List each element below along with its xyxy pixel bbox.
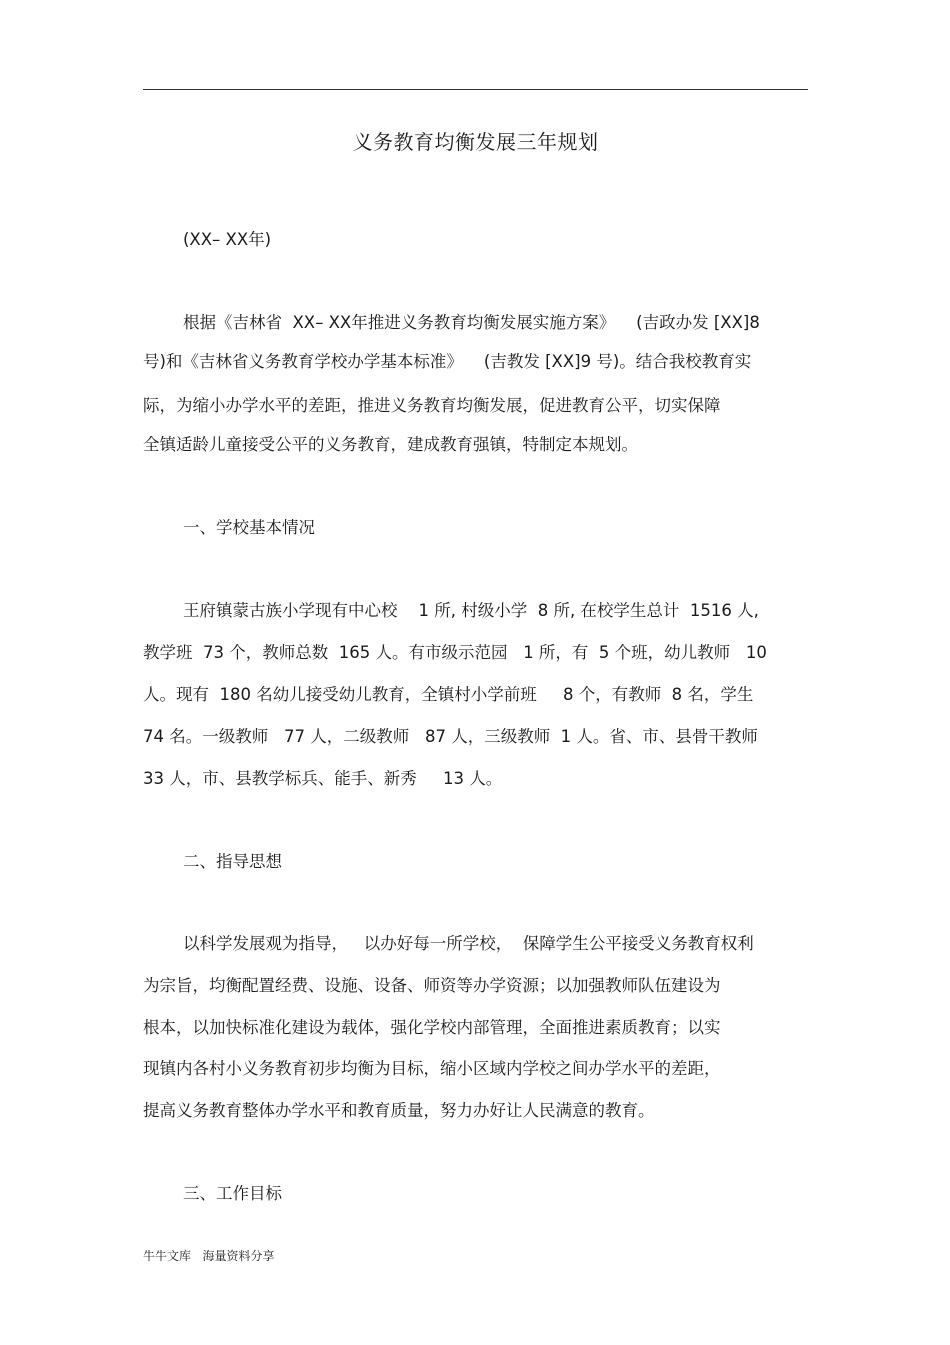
paragraph-line: 际，为缩小办学水平的差距，推进义务教育均衡发展，促进教育公平，切实保障 xyxy=(143,396,721,415)
paragraph-line: 根本，以加快标准化建设为载体，强化学校内部管理，全面推进素质教育；以实 xyxy=(143,1018,721,1037)
paragraph-line: 现镇内各村小义务教育初步均衡为目标，缩小区域内学校之间办学水平的差距， xyxy=(143,1059,721,1078)
paragraph-line: 人。现有 180 名幼儿接受幼儿教育，全镇村小学前班 8 个，有教师 8 名，学生 xyxy=(143,685,754,704)
page-footer: 牛牛文库 海量资料分享 xyxy=(143,1249,275,1263)
paragraph-line: 为宗旨，均衡配置经费、设施、设备、师资等办学资源；以加强教师队伍建设为 xyxy=(143,976,721,995)
paragraph-line: 全镇适龄儿童接受公平的义务教育，建成教育强镇，特制定本规划。 xyxy=(143,435,638,454)
paragraph-line: 教学班 73 个，教师总数 165 人。有市级示范园 1 所，有 5 个班，幼儿教师 10 xyxy=(143,643,767,662)
document-subtitle: (XX– XX年) xyxy=(183,230,272,249)
paragraph-line: 提高义务教育整体办学水平和教育质量，努力办好让人民满意的教育。 xyxy=(143,1101,655,1120)
document-title: 义务教育均衡发展三年规划 xyxy=(352,130,599,154)
paragraph-line: 根据《吉林省 XX– XX年推进义务教育均衡发展实施方案》 (吉政办发 [XX]8 xyxy=(183,313,760,332)
paragraph-line: 王府镇蒙古族小学现有中心校 1 所, 村级小学 8 所, 在校学生总计 1516 人, xyxy=(183,601,759,620)
header-rule xyxy=(143,89,808,90)
paragraph-line: 号)和《吉林省义务教育学校办学基本标准》 (吉教发 [XX]9 号)。结合我校教育实 xyxy=(143,352,752,371)
paragraph-line: 74 名。一级教师 77 人，二级教师 87 人，三级教师 1 人。省、市、县骨干教师 xyxy=(143,727,758,746)
paragraph-line: 33 人，市、县教学标兵、能手、新秀 13 人。 xyxy=(143,769,503,788)
paragraph-line: 以科学发展观为指导， 以办好每一所学校， 保障学生公平接受义务教育权利 xyxy=(183,934,754,953)
section-heading: 二、指导思想 xyxy=(183,852,282,871)
section-heading: 一、学校基本情况 xyxy=(183,518,315,537)
section-heading: 三、工作目标 xyxy=(183,1184,282,1203)
